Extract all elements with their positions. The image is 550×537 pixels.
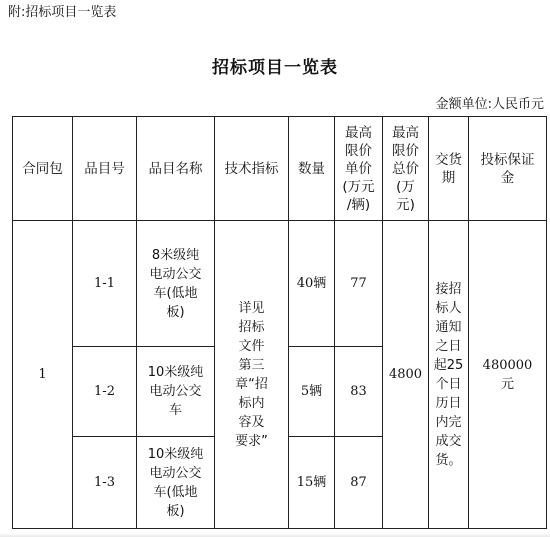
header-bid-bond: 投标保证 金	[469, 117, 547, 221]
header-max-total-price: 最高 限价 总价 (万 元)	[383, 117, 429, 221]
item-no-cell: 1-3	[73, 437, 137, 529]
quantity-cell: 5辆	[289, 347, 335, 437]
header-quantity: 数量	[289, 117, 335, 221]
attachment-label: 附:招标项目一览表	[8, 5, 117, 20]
max-unit-price-cell: 83	[335, 347, 383, 437]
header-contract-package: 合同包	[13, 117, 73, 221]
page-title: 招标项目一览表	[212, 58, 338, 78]
header-delivery-period: 交货 期	[429, 117, 469, 221]
item-name-cell: 10米级纯 电动公交 车(低地 板)	[137, 437, 215, 529]
item-name-cell: 10米级纯 电动公交 车	[137, 347, 215, 437]
header-item-name: 品目名称	[137, 117, 215, 221]
max-total-price-cell: 4800	[383, 221, 429, 529]
max-unit-price-cell: 87	[335, 437, 383, 529]
header-max-unit-price: 最高 限价 单价 (万元 /辆)	[335, 117, 383, 221]
bid-bond-cell: 480000 元	[469, 221, 547, 529]
currency-unit-note: 金额单位:人民币元	[435, 97, 544, 112]
header-tech-spec: 技术指标	[215, 117, 289, 221]
max-unit-price-cell: 77	[335, 221, 383, 347]
quantity-cell: 15辆	[289, 437, 335, 529]
contract-package-cell: 1	[13, 221, 73, 529]
delivery-period-cell: 接招 标人 通知 之日 起25 个日 历日 内完 成交 货。	[429, 221, 469, 529]
item-no-cell: 1-2	[73, 347, 137, 437]
header-item-no: 品目号	[73, 117, 137, 221]
project-table	[12, 116, 547, 529]
item-no-cell: 1-1	[73, 221, 137, 347]
quantity-cell: 40辆	[289, 221, 335, 347]
table-row	[13, 221, 547, 347]
item-name-cell: 8米级纯 电动公交 车(低地 板)	[137, 221, 215, 347]
table-header-row	[13, 117, 547, 221]
tech-spec-cell: 详见 招标 文件 第三 章“招 标内 容及 要求”	[215, 221, 289, 529]
scan-edge-shadow	[0, 533, 550, 537]
